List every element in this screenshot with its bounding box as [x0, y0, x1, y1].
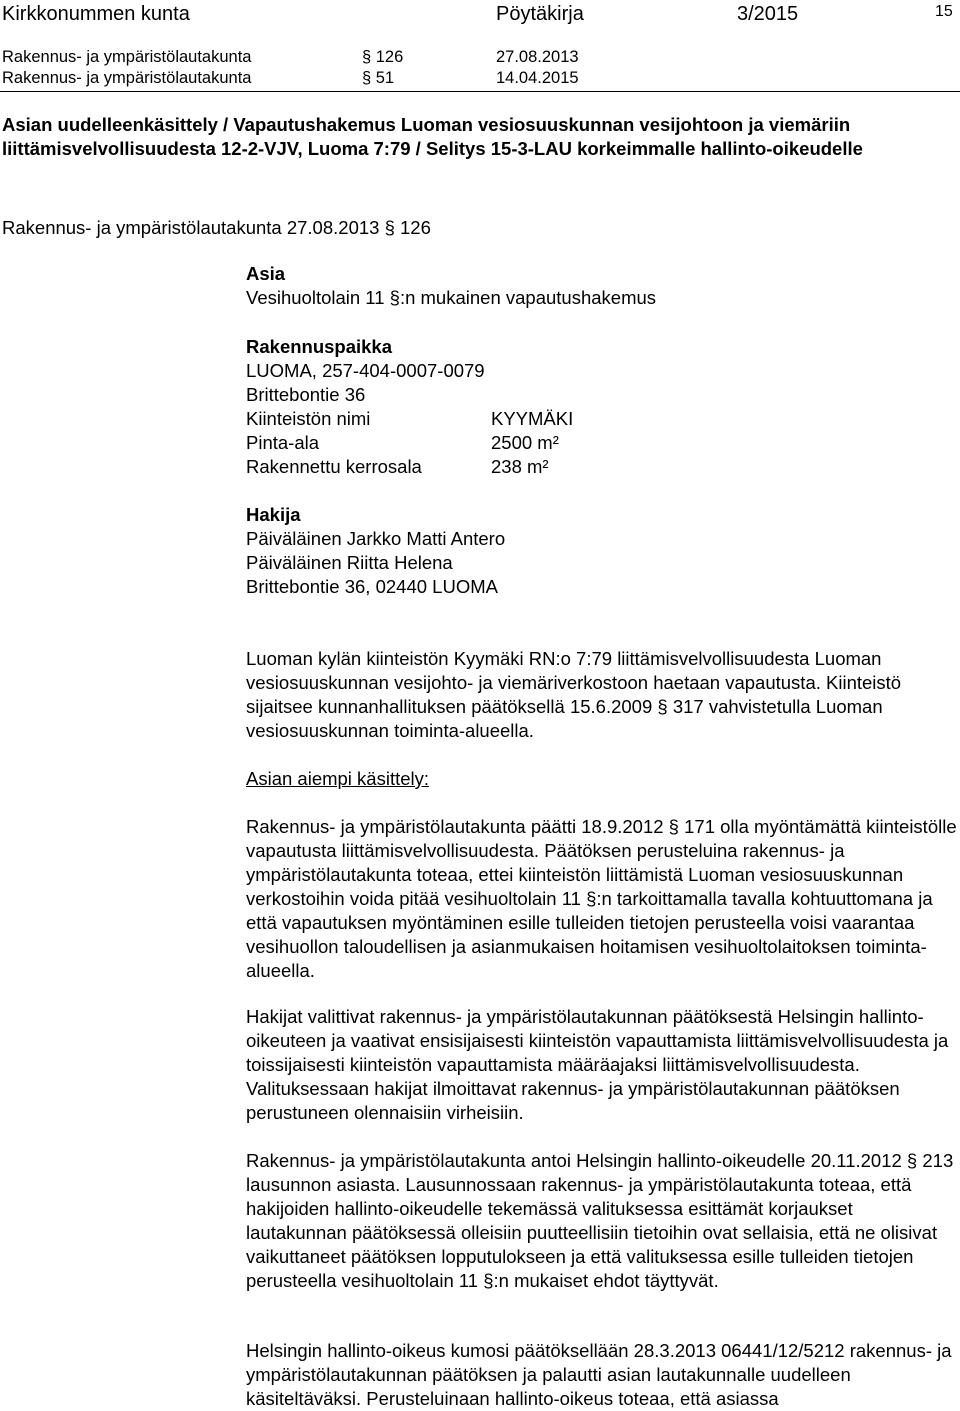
- meta-body: Rakennus- ja ympäristölautakunta: [2, 69, 252, 87]
- meta-date: 27.08.2013: [496, 48, 579, 66]
- asia-label: Asia: [246, 263, 286, 284]
- page-number: 15: [935, 3, 953, 20]
- meta-body: Rakennus- ja ympäristölautakunta: [2, 48, 252, 66]
- applicant-line: Päiväläinen Riitta Helena: [246, 552, 453, 573]
- paragraph-appeal: Hakijat valittivat rakennus- ja ympäristölautakunnan päätöksestä Helsingin hallinto-oikeuteen ja vaativat ensisijaisesti kiinteistön vapauttamista liittämisvelvollisuudesta ja toissijaisesti kiinteistön vapauttamista määräajaksi liittämisvelvollisuudesta. Valituksessaan hakijat ilmoittavat rakennus- ja ympäristölautakunnan päätöksen perustuneen olennaisiin virheisiin.: [246, 1006, 949, 1123]
- document-type: Pöytäkirja: [496, 3, 584, 25]
- header-divider: [0, 91, 960, 92]
- document-title: Asian uudelleenkäsittely / Vapautushakemus Luoman vesiosuuskunnan vesijohtoon ja viemäriin liittämisvelvollisuudesta 12-2-VJV, Luoma 7:79 / Selitys 15-3-LAU korkeimmalle hallinto-oikeudelle: [2, 114, 863, 159]
- document-number: 3/2015: [737, 3, 799, 25]
- property-value: KYYMÄKI: [491, 408, 574, 429]
- property-row: [246, 407, 958, 431]
- property-key: Pinta-ala: [246, 432, 320, 453]
- paragraph-description: Luoman kylän kiinteistön Kyymäki RN:o 7:79 liittämisvelvollisuudesta Luoman vesiosuuskunnan vesijohto- ja viemäriverkostoon haetaan vapautusta. Kiinteistö sijaitsee kunnanhallituksen päätöksellä 15.6.2009 § 317 vahvistetulla Luoman vesiosuuskunnan toiminta-alueella.: [246, 648, 902, 741]
- property-id: LUOMA, 257-404-0007-0079: [246, 360, 485, 381]
- paragraph-statement: Rakennus- ja ympäristölautakunta antoi Helsingin hallinto-oikeudelle 20.11.2012 § 213 lausunnon asiasta. Lausunnossaan rakennus- ja ympäristölautakunta toteaa, että hakijoiden hallinto-oikeudelle tekemässä valituksessa esittämät korjaukset lautakunnan päätöksessä olleisiin puutteellisiin tietoihin ovat sellaisia, että ne olisivat vaikuttaneet päätöksen lopputulokseen ja että valituksessa esille tulleiden tietojen perusteella vesihuoltolain 11 §:n mukaiset ehdot täyttyvät.: [246, 1150, 954, 1291]
- hakija-section: [246, 503, 958, 599]
- section-heading: Asian aiempi käsittely:: [246, 768, 430, 789]
- rakennuspaikka-label: Rakennuspaikka: [246, 336, 393, 357]
- rakennuspaikka-section: [246, 335, 958, 479]
- property-value: 2500 m²: [491, 432, 559, 453]
- property-row: [246, 455, 958, 479]
- meta-section: § 51: [362, 69, 395, 87]
- applicant-line: Päiväläinen Jarkko Matti Antero: [246, 528, 506, 549]
- meta-date: 14.04.2015: [496, 69, 579, 87]
- asia-text: Vesihuoltolain 11 §:n mukainen vapautushakemus: [246, 287, 657, 308]
- property-key: Rakennettu kerrosala: [246, 456, 422, 477]
- paragraph-court-ruling: Helsingin hallinto-oikeus kumosi päätöksellään 28.3.2013 06441/12/5212 rakennus- ja ympäristölautakunnan päätöksen ja palautti asian lautakunnalle uudelleen käsiteltäväksi. Perusteluinaan hallinto-oikeus toteaa, että asiassa: [246, 1340, 952, 1409]
- applicant-line: Brittebontie 36, 02440 LUOMA: [246, 576, 498, 597]
- property-value: 238 m²: [491, 456, 549, 477]
- property-key: Kiinteistön nimi: [246, 408, 371, 429]
- meta-section: § 126: [362, 48, 404, 66]
- paragraph-prior-decision: Rakennus- ja ympäristölautakunta päätti 18.9.2012 § 171 olla myöntämättä kiinteistölle vapautusta liittämisvelvollisuudesta. Päätöksen perusteluina rakennus- ja ympäristölautakunta toteaa, ettei kiinteistön liittämistä Luoman vesiosuuskunnan verkostoihin voida pitää vesihuoltolain 11 §:n tarkoittamalla tavalla kohtuuttomana ja että vapautuksen myöntäminen esille tulleiden tietojen perusteella voisi vaarantaa vesihuollon taloudellisen ja asianmukaisen hoitamisen vesihuoltolaitoksen toiminta-alueella.: [246, 816, 957, 981]
- municipality-name: Kirkkonummen kunta: [2, 3, 190, 25]
- property-row: [246, 431, 958, 455]
- meeting-reference: Rakennus- ja ympäristölautakunta 27.08.2013 § 126: [2, 217, 431, 238]
- asia-section: [246, 262, 958, 310]
- hakija-label: Hakija: [246, 504, 301, 525]
- property-address: Brittebontie 36: [246, 384, 366, 405]
